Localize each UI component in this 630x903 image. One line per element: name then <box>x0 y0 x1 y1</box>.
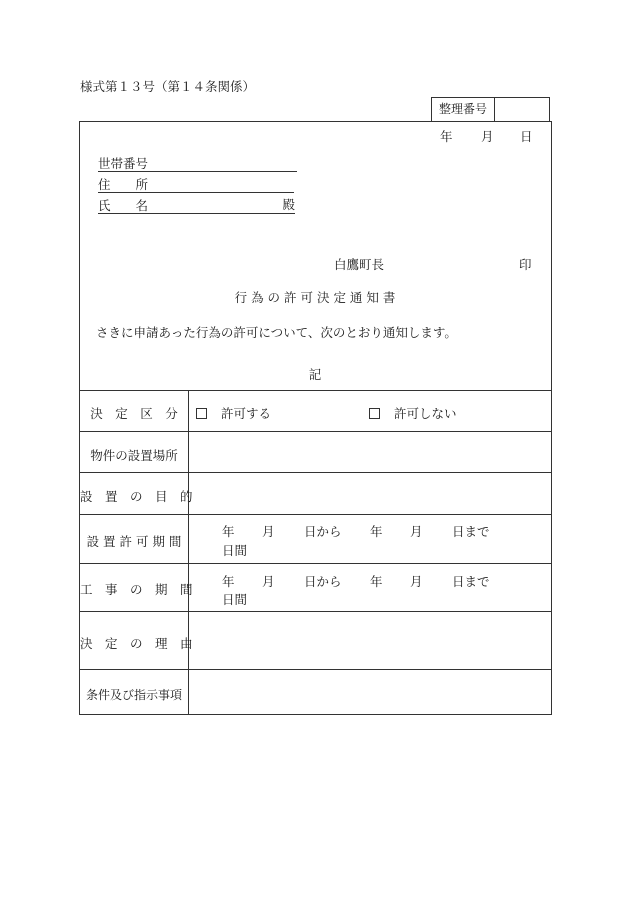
row-label-construction-period: 工 事 の 期 間 <box>80 582 193 597</box>
table-top-border <box>79 390 552 391</box>
row-label-permit-period: 設 置 許 可 期 間 <box>86 534 182 549</box>
period-month-end: 月 <box>410 574 423 589</box>
period-year-end: 年 <box>370 574 383 589</box>
option-deny[interactable] <box>369 404 457 422</box>
date-day: 日 <box>520 129 533 144</box>
period-day-start: 日から <box>304 524 342 539</box>
row-divider <box>79 514 552 515</box>
period-month-start: 月 <box>262 574 275 589</box>
row-divider <box>79 669 552 670</box>
permit-period-dates <box>222 522 490 540</box>
reference-number-field[interactable] <box>495 98 549 121</box>
address-label: 住 所 <box>98 177 149 192</box>
checkbox-icon[interactable] <box>196 408 207 419</box>
issuer-title: 白鷹町長 <box>334 257 385 272</box>
date-month: 月 <box>481 129 494 144</box>
row-divider <box>79 431 552 432</box>
row-label-decision: 決 定 区 分 <box>90 406 178 421</box>
name-label: 氏 名 <box>98 198 149 213</box>
honorific: 殿 <box>282 197 295 212</box>
household-number-line <box>98 157 297 171</box>
row-label-reason: 決 定 の 理 由 <box>80 636 193 651</box>
checkbox-icon[interactable] <box>369 408 380 419</box>
period-day-start: 日から <box>304 574 342 589</box>
seal-mark: 印 <box>519 257 532 272</box>
construction-period-days: 日間 <box>222 592 248 607</box>
permit-period-days: 日間 <box>222 543 248 558</box>
address-line <box>98 178 294 192</box>
date-year: 年 <box>440 129 453 144</box>
period-day-end: 日まで <box>452 574 490 589</box>
form-number: 様式第１３号（第１４条関係） <box>80 79 256 94</box>
body-text: さきに申請あった行為の許可について、次のとおり通知します。 <box>96 325 457 340</box>
period-month-start: 月 <box>262 524 275 539</box>
reference-number-label: 整理番号 <box>432 98 495 121</box>
row-label-location: 物件の設置場所 <box>90 448 178 463</box>
row-label-conditions: 条件及び指示事項 <box>85 688 182 702</box>
period-day-end: 日まで <box>452 524 490 539</box>
option-permit-label: 許可する <box>221 406 272 421</box>
household-number-label: 世帯番号 <box>98 156 149 171</box>
row-divider <box>79 563 552 564</box>
row-divider <box>79 611 552 612</box>
option-permit[interactable] <box>196 404 271 422</box>
period-month-end: 月 <box>410 524 423 539</box>
option-deny-label: 許可しない <box>394 406 457 421</box>
row-label-purpose: 設 置 の 目 的 <box>80 489 193 504</box>
reference-number-box <box>431 97 550 121</box>
ki-heading: 記 <box>308 367 322 382</box>
construction-period-dates <box>222 572 490 590</box>
name-line <box>98 199 295 213</box>
period-year-start: 年 <box>222 574 235 589</box>
column-divider <box>188 390 189 715</box>
period-year-start: 年 <box>222 524 235 539</box>
period-year-end: 年 <box>370 524 383 539</box>
document-title: 行 為 の 許 可 決 定 通 知 書 <box>234 290 396 305</box>
row-divider <box>79 472 552 473</box>
